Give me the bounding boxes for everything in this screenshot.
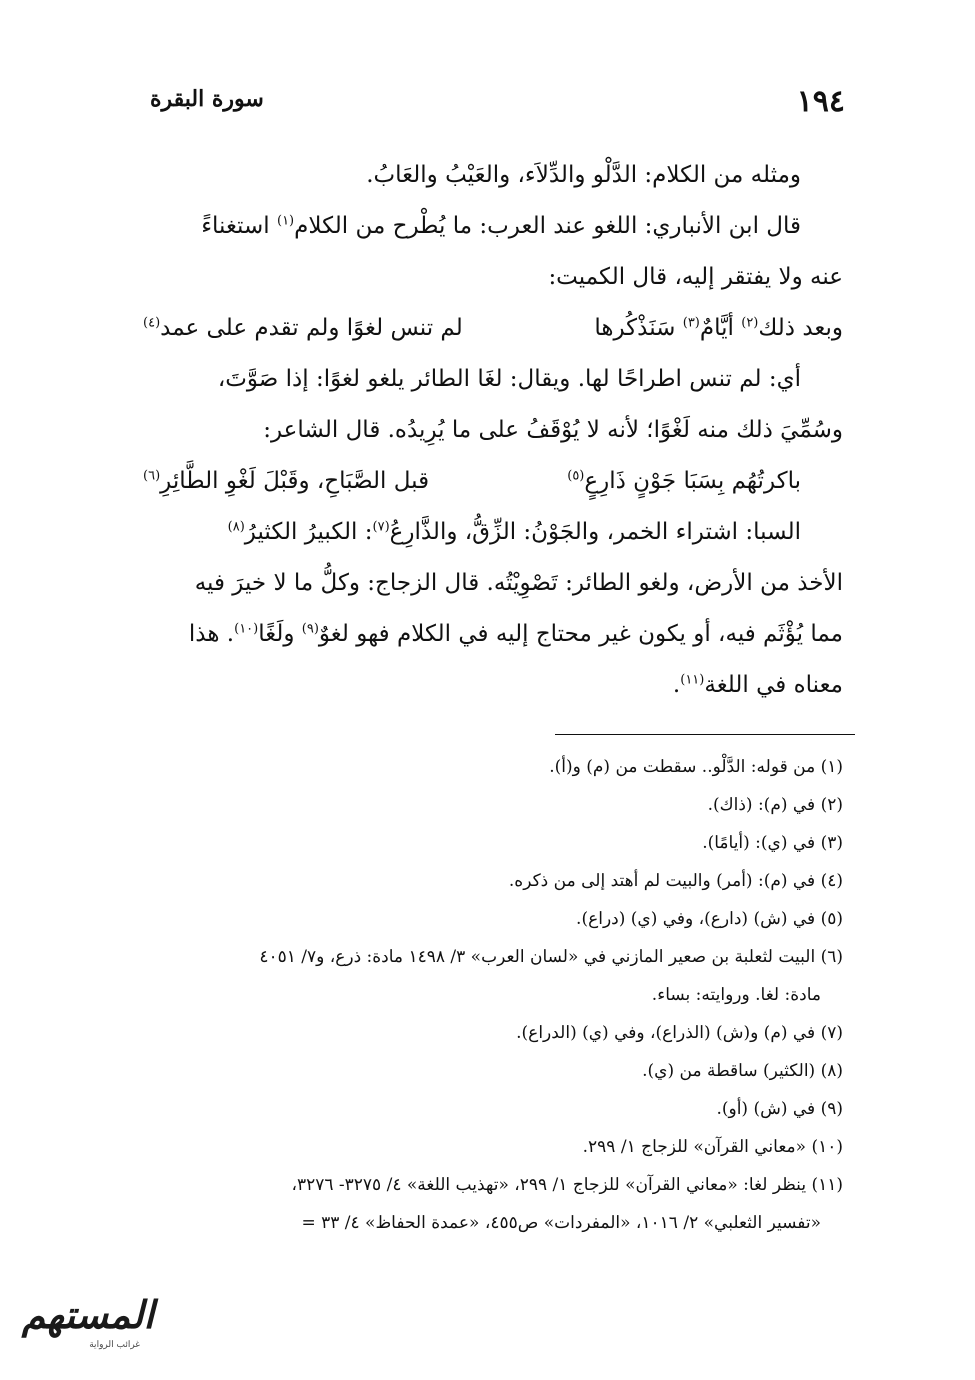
text-line-6 — [143, 405, 843, 456]
footnote-ref[interactable]: (٥) — [567, 468, 585, 484]
footnote-ref[interactable]: (١٠) — [234, 621, 259, 637]
footnote-separator — [555, 734, 855, 735]
verse-first-hemistich — [594, 303, 843, 354]
verse-first-hemistich — [567, 456, 801, 507]
text-segment: قال ابن الأنباري: اللغو عند العرب: ما يُطْرح من الكلام — [294, 213, 801, 239]
footnote-10: (١٠) «معاني القرآن» للزجاج ١/ ٢٩٩. — [582, 1137, 843, 1157]
footnote-ref[interactable]: (٧) — [372, 519, 390, 535]
text-segment: وبعد ذلك — [758, 315, 843, 341]
footnote-ref[interactable]: (٤) — [143, 315, 161, 331]
verse-second-hemistich — [143, 456, 429, 507]
text-line-9 — [143, 558, 843, 609]
footnote-ref[interactable]: (١١) — [680, 672, 705, 688]
text-line-5 — [143, 354, 843, 405]
text-line-10 — [143, 609, 843, 660]
text-segment: . هذا — [188, 621, 235, 647]
poetry-verse-1 — [143, 303, 843, 354]
footnote-7: (٧) في (م) و(ش) (الذراع)، وفي (ي) (الدراع). — [516, 1023, 843, 1043]
page-number: ١٩٤ — [796, 84, 845, 119]
footnote-9: (٩) في (ش) (أو). — [716, 1099, 843, 1119]
text-line-11 — [143, 660, 843, 711]
main-text — [143, 150, 843, 711]
footnote-2: (٢) في (م): (ذاك). — [707, 795, 843, 815]
footnote-11-continued: «تفسير الثعلبي» ٢/ ١٠١٦، «المفردات» ص٤٥٥، «عمدة الحفاظ» ٤/ ٣٣ = — [301, 1213, 821, 1233]
footnote-ref[interactable]: (٢) — [741, 315, 759, 331]
watermark-logo-text: المستهم — [21, 1292, 154, 1337]
text-segment: معناه في اللغة — [704, 672, 843, 698]
text-segment: أيَّامٌ — [699, 315, 742, 341]
text-segment: عنه ولا يفتقر إليه، قال الكميت: — [548, 264, 843, 290]
footnote-11: (١١) ينظر لغا: «معاني القرآن» للزجاج ١/ ٢٩٩، «تهذيب اللغة» ٤/ ٣٢٧٥- ٣٢٧٦، — [291, 1175, 843, 1195]
text-segment: ومثله من الكلام: الدَّلْو والدِّلاَء، والعَيْبُ والعَابُ. — [366, 162, 801, 188]
footnote-ref[interactable]: (١) — [276, 213, 295, 229]
footnote-4: (٤) في (م): (أمر) والبيت لم أهتد إلى من ذكره. — [508, 871, 843, 891]
footnotes — [133, 748, 843, 1242]
watermark-logo-subtext: غرائب الرواية — [89, 1340, 140, 1350]
footnote-ref[interactable]: (٣) — [682, 315, 700, 331]
footnote-ref[interactable]: (٦) — [143, 468, 161, 484]
sura-title: سورة البقرة — [150, 86, 264, 112]
text-segment: قبل الصَّبَاحِ، وقَبْلَ لَغْوِ الطَّائِرِ — [160, 468, 430, 494]
text-segment: الأخذ من الأرض، ولغو الطائر: تَصْوِيْتُه. قال الزجاج: وكلُّ ما لا خيرَ فيه — [194, 570, 843, 596]
text-segment: أي: لم تنس اطراحًا لها. ويقال: لغَا الطائر يلغو لغوًا: إذا صَوَّتَ، — [217, 366, 801, 392]
footnote-6: (٦) البيت لثعلبة بن صعير المازني في «لسان العرب» ٣/ ١٤٩٨ مادة: ذرع، و٧/ ٤٠٥١ — [259, 947, 843, 967]
poetry-verse-2 — [143, 456, 843, 507]
footnote-ref[interactable]: (٩) — [301, 621, 319, 637]
text-segment: مما يُؤْثَم فيه، أو يكون غير محتاج إليه في الكلام فهو لغوٌ — [318, 621, 843, 647]
text-segment: لم تنس لغوًا ولم تقدم على عمد — [160, 315, 463, 341]
text-line-8 — [143, 507, 843, 558]
footnote-5: (٥) في (ش) (دارع)، وفي (ي) (دراع). — [576, 909, 843, 929]
footnote-3: (٣) في (ي): (أيامًا). — [702, 833, 843, 853]
text-segment: السبا: اشتراء الخمر، والجَوْنُ: الزِّقُّ، والذَّارِعُ — [389, 519, 801, 545]
page-header — [150, 84, 845, 124]
footnote-6-continued: مادة: لغا. وروايته: بساء. — [651, 985, 821, 1005]
watermark-logo — [12, 1292, 162, 1362]
text-segment: وسُمِّيَ ذلك منه لَغْوًا؛ لأنه لا يُوْقَفُ على ما يُرِيدُه. قال الشاعر: — [263, 417, 843, 443]
text-segment: : الكبيرُ الكثيرُ — [244, 519, 373, 545]
text-segment: باكرتُهُم بِسَبَا جَوْنٍ ذَارِعٍ — [584, 468, 801, 494]
text-line-2 — [143, 201, 843, 252]
footnote-ref[interactable]: (٨) — [227, 519, 245, 535]
footnote-1: (١) من قوله: الدَّلْو.. سقطت من (م) و(أ). — [549, 757, 843, 777]
text-segment: ولَغًا — [258, 621, 302, 647]
text-line-3 — [143, 252, 843, 303]
text-segment: استغناءً — [201, 213, 277, 239]
text-segment: . — [672, 672, 681, 698]
text-line-1 — [143, 150, 843, 201]
verse-second-hemistich — [143, 303, 463, 354]
footnote-8: (٨) (الكثير) ساقطة من (ي). — [642, 1061, 843, 1081]
text-segment: سَنَذْكُرها — [594, 315, 683, 341]
